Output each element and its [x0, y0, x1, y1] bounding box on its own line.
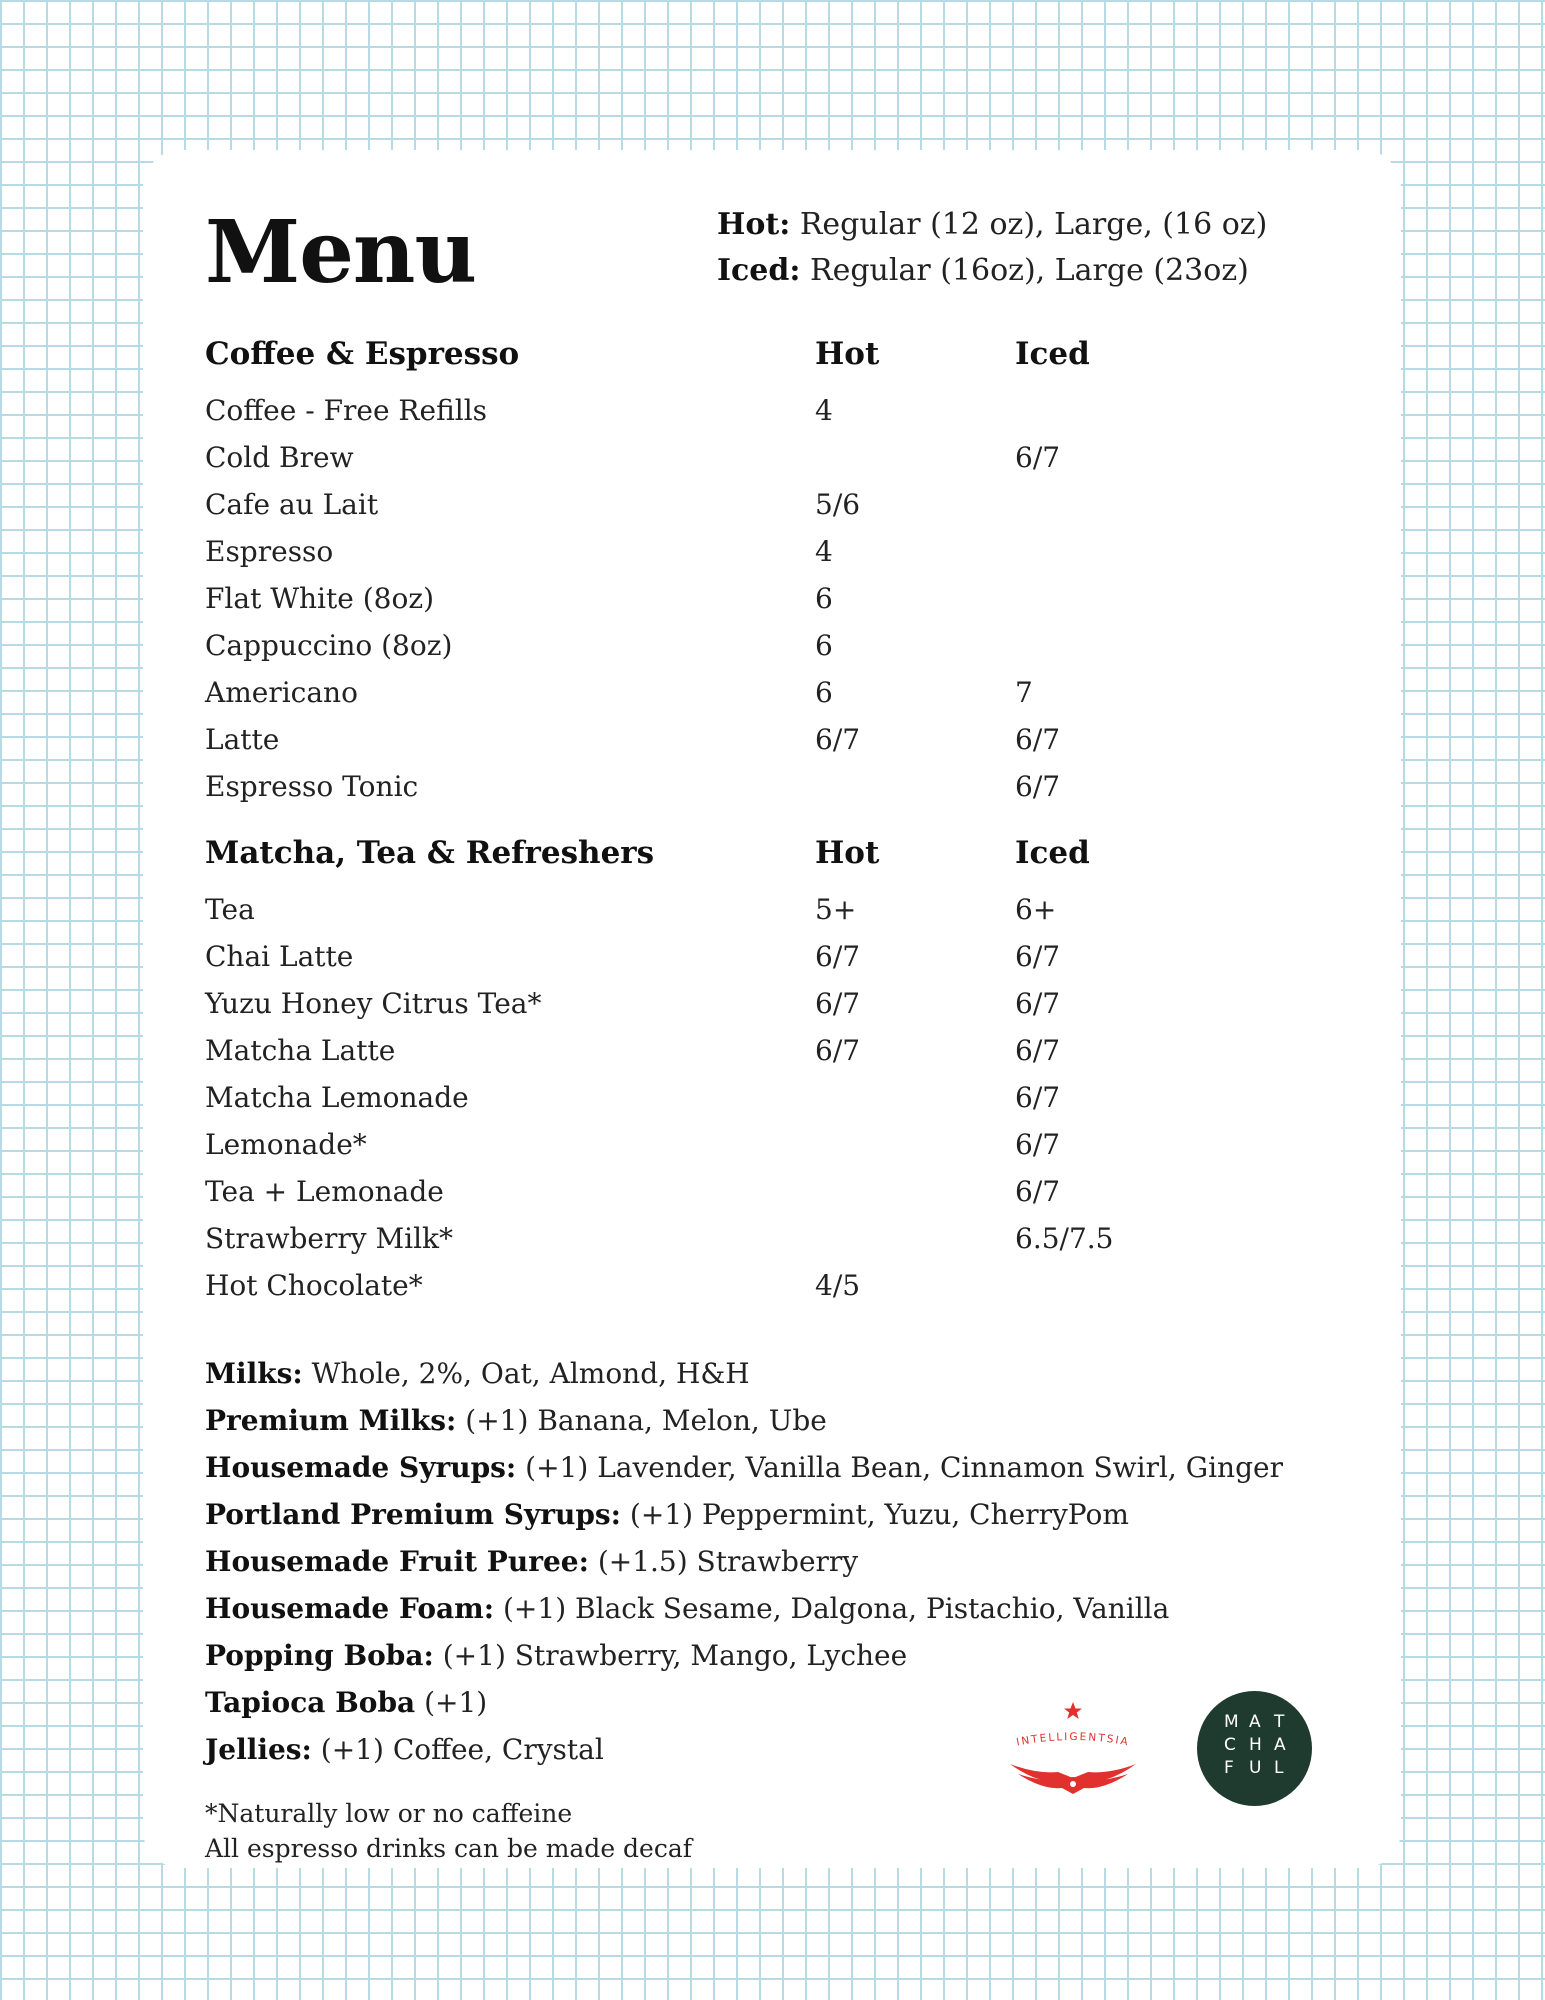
section-header: [205, 835, 1305, 893]
addon-text: (+1) Lavender, Vanilla Bean, Cinnamon Swirl, Ginger: [516, 1451, 1283, 1484]
item-price-iced: 6/7: [1015, 1175, 1061, 1208]
footnote-decaf: All espresso drinks can be made decaf: [205, 1834, 693, 1863]
item-name: Espresso: [205, 535, 334, 568]
menu-item: [205, 1175, 1305, 1222]
addon-line: [205, 1726, 1325, 1773]
menu-title: Menu: [205, 202, 476, 303]
matchaful-logo-letter: A: [1274, 1735, 1286, 1755]
menu-item: [205, 940, 1305, 987]
item-name: Americano: [205, 676, 358, 709]
addon-line: [205, 1585, 1325, 1632]
item-name: Strawberry Milk*: [205, 1222, 454, 1255]
item-price-hot: 6: [815, 582, 833, 615]
addon-line: [205, 1679, 1325, 1726]
item-name: Chai Latte: [205, 940, 354, 973]
size-info: [717, 202, 1267, 294]
menu-item: [205, 441, 1305, 488]
item-name: Flat White (8oz): [205, 582, 434, 615]
item-price-hot: 5+: [815, 893, 857, 926]
item-price-iced: 6/7: [1015, 723, 1061, 756]
item-name: Cappuccino (8oz): [205, 629, 453, 662]
matchaful-logo-letter: A: [1249, 1712, 1261, 1732]
addon-label: Housemade Foam:: [205, 1592, 495, 1625]
item-name: Tea: [205, 893, 255, 926]
menu-item: [205, 394, 1305, 441]
item-name: Tea + Lemonade: [205, 1175, 444, 1208]
item-price-hot: 6: [815, 676, 833, 709]
addon-text: (+1.5) Strawberry: [588, 1545, 859, 1578]
size-iced-text: Regular (16oz), Large (23oz): [809, 253, 1249, 288]
addon-label: Housemade Syrups:: [205, 1451, 517, 1484]
addon-line: [205, 1538, 1325, 1585]
item-price-iced: 6/7: [1015, 770, 1061, 803]
item-price-hot: 5/6: [815, 488, 861, 521]
menu-item: [205, 676, 1305, 723]
item-price-hot: 6/7: [815, 1034, 861, 1067]
item-name: Coffee - Free Refills: [205, 394, 488, 427]
item-name: Matcha Lemonade: [205, 1081, 469, 1114]
addon-label: Portland Premium Syrups:: [205, 1498, 622, 1531]
section-matcha-tea-refreshers: [205, 835, 1305, 1316]
item-price-hot: 6/7: [815, 940, 861, 973]
menu-item: [205, 1034, 1305, 1081]
item-price-iced: 6/7: [1015, 441, 1061, 474]
item-price-iced: 6/7: [1015, 1081, 1061, 1114]
item-price-iced: 7: [1015, 676, 1033, 709]
footnote-caffeine: *Naturally low or no caffeine: [205, 1799, 573, 1828]
addon-label: Jellies:: [205, 1733, 312, 1766]
section-title: Coffee & Espresso: [205, 336, 520, 372]
size-iced-line: [717, 248, 1267, 294]
addon-text: (+1) Coffee, Crystal: [311, 1733, 604, 1766]
menu-item: [205, 629, 1305, 676]
matchaful-logo-letter: F: [1224, 1758, 1234, 1778]
matchaful-logo-letter: C: [1224, 1735, 1236, 1755]
addon-label: Housemade Fruit Puree:: [205, 1545, 589, 1578]
item-price-iced: 6/7: [1015, 1128, 1061, 1161]
addon-label: Tapioca Boba: [205, 1686, 416, 1719]
matchaful-logo-letter: L: [1274, 1758, 1284, 1778]
column-header-iced: Iced: [1015, 835, 1090, 871]
section-title: Matcha, Tea & Refreshers: [205, 835, 655, 871]
menu-item: [205, 1128, 1305, 1175]
addon-line: [205, 1444, 1325, 1491]
item-name: Cafe au Lait: [205, 488, 379, 521]
matchaful-logo: [1197, 1691, 1312, 1806]
item-price-iced: 6/7: [1015, 1034, 1061, 1067]
size-iced-label: Iced:: [717, 253, 801, 288]
menu-item: [205, 1081, 1305, 1128]
item-price-hot: 6/7: [815, 987, 861, 1020]
column-header-hot: Hot: [815, 835, 880, 871]
addon-line: [205, 1632, 1325, 1679]
menu-item: [205, 893, 1305, 940]
addon-label: Milks:: [205, 1357, 303, 1390]
addon-line: [205, 1350, 1325, 1397]
section-header: [205, 336, 1305, 394]
addon-text: (+1) Strawberry, Mango, Lychee: [433, 1639, 908, 1672]
menu-item: [205, 770, 1305, 817]
menu-item: [205, 987, 1305, 1034]
addon-label: Premium Milks:: [205, 1404, 457, 1437]
item-name: Latte: [205, 723, 280, 756]
menu-item: [205, 488, 1305, 535]
column-header-hot: Hot: [815, 336, 880, 372]
item-name: Espresso Tonic: [205, 770, 419, 803]
matchaful-logo-letter: T: [1274, 1712, 1285, 1732]
menu-item: [205, 1222, 1305, 1269]
size-hot-label: Hot:: [717, 207, 791, 242]
matchaful-logo-letter: M: [1224, 1712, 1239, 1732]
addon-line: [205, 1397, 1325, 1444]
addon-text: (+1): [415, 1686, 488, 1719]
item-name: Yuzu Honey Citrus Tea*: [205, 987, 542, 1020]
addon-text: (+1) Black Sesame, Dalgona, Pistachio, Vanilla: [494, 1592, 1170, 1625]
addons-list: [205, 1350, 1325, 1773]
menu-item: [205, 582, 1305, 629]
intelligentsia-logo-text: INTELLIGENTSIA: [1015, 1730, 1131, 1749]
svg-text:INTELLIGENTSIA: [1015, 1731, 1130, 1749]
matchaful-logo-letter: U: [1249, 1758, 1262, 1778]
menu-card: [143, 150, 1401, 1868]
addon-line: [205, 1491, 1325, 1538]
column-header-iced: Iced: [1015, 336, 1090, 372]
section-coffee-espresso: [205, 336, 1305, 817]
menu-item: [205, 535, 1305, 582]
item-price-iced: 6+: [1015, 893, 1057, 926]
size-hot-text: Regular (12 oz), Large, (16 oz): [799, 207, 1268, 242]
item-price-iced: 6/7: [1015, 940, 1061, 973]
item-price-iced: 6/7: [1015, 987, 1061, 1020]
menu-item: [205, 723, 1305, 770]
item-name: Lemonade*: [205, 1128, 367, 1161]
item-price-hot: 6: [815, 629, 833, 662]
menu-item: [205, 1269, 1305, 1316]
item-price-hot: 4: [815, 535, 833, 568]
item-name: Hot Chocolate*: [205, 1269, 423, 1302]
addon-text: (+1) Peppermint, Yuzu, CherryPom: [621, 1498, 1129, 1531]
matchaful-logo-letter: H: [1249, 1735, 1262, 1755]
item-price-hot: 4/5: [815, 1269, 861, 1302]
footnotes: [205, 1796, 692, 1866]
addon-text: Whole, 2%, Oat, Almond, H&H: [302, 1357, 750, 1390]
addon-label: Popping Boba:: [205, 1639, 434, 1672]
item-price-hot: 4: [815, 394, 833, 427]
intelligentsia-logo: [998, 1700, 1148, 1820]
item-price-iced: 6.5/7.5: [1015, 1222, 1114, 1255]
addon-text: (+1) Banana, Melon, Ube: [456, 1404, 827, 1437]
item-price-hot: 6/7: [815, 723, 861, 756]
size-hot-line: [717, 202, 1267, 248]
item-name: Matcha Latte: [205, 1034, 396, 1067]
item-name: Cold Brew: [205, 441, 354, 474]
